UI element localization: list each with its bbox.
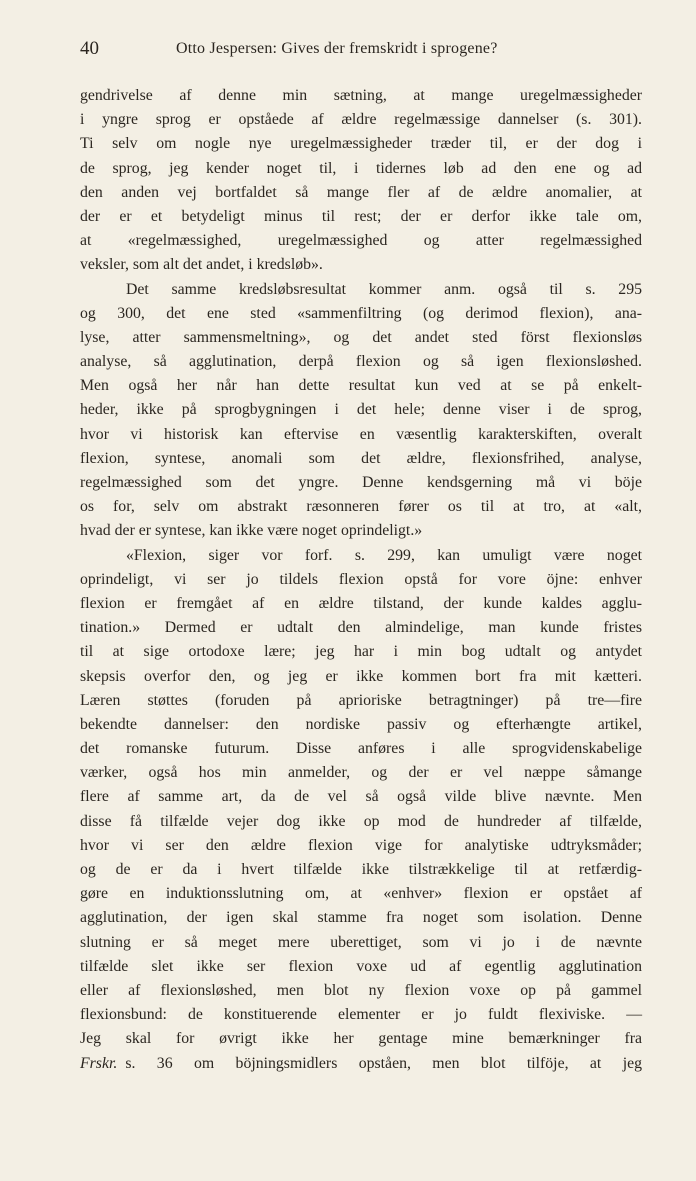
text-line: analyse, så agglutination, derpå flexion og så igen flexionsløshed. <box>80 353 642 371</box>
final-line-rest: s. 36 om böjningsmidlers opståen, men blot tilföje, at jeg <box>125 1054 642 1072</box>
text-line: lyse, atter sammensmeltning», og det andet sted först flexionsløs <box>80 328 642 346</box>
text-line: der er et betydeligt minus til rest; der er derfor ikke tale om, <box>80 207 642 225</box>
text-line: regelmæssighed som det yngre. Denne kendsgerning må vi böje <box>80 474 642 491</box>
page-number: 40 <box>80 38 99 59</box>
text-line: os for, selv om abstrakt ræsonneren fører os til at tro, at «alt, <box>80 498 642 516</box>
text-line: hvor vi ser den ældre flexion vige for analytiske udtryksmåder; <box>80 836 642 854</box>
italic-abbreviation: Frskr. <box>80 1054 118 1072</box>
text-line: og 300, det ene sted «sammenfiltring (og derimod flexion), ana- <box>80 304 642 322</box>
text-line: flexion er fremgået af en ældre tilstand, der kunde kaldes agglu- <box>80 594 642 612</box>
text-line: agglutination, der igen skal stamme fra noget som isolation. Denne <box>80 909 642 927</box>
text-line: eller af flexionsløshed, men blot ny flexion voxe op på gammel <box>80 981 642 999</box>
final-text-line <box>80 1052 642 1076</box>
text-line: den anden vej bortfaldet så mange fler af de ældre anomalier, at <box>80 183 642 201</box>
body-text <box>80 84 642 1076</box>
running-title: Otto Jespersen: Gives der fremskridt i sprogene? <box>176 40 498 57</box>
text-line: hvad der er syntese, kan ikke være noget oprindeligt.» <box>80 522 423 540</box>
text-line: og de er da i hvert tilfælde ikke tilstrækkelige til at retfærdig- <box>80 861 642 878</box>
text-line: Jeg skal for øvrigt ikke her gentage mine bemærkninger fra <box>80 1030 642 1048</box>
text-line: oprindeligt, vi ser jo tildels flexion opstå for vore öjne: enhver <box>80 570 642 588</box>
text-line: gøre en induktionsslutning om, at «enhver» flexion er opstået af <box>80 885 642 903</box>
page-header <box>80 38 642 66</box>
paragraph-start-line: Det samme kredsløbsresultat kommer anm. også til s. 295 <box>126 280 642 298</box>
text-line: flexion, syntese, anomali som det ældre, flexionsfrihed, analyse, <box>80 449 642 467</box>
text-line: skepsis overfor den, og jeg er ikke kommen bort fra mit kætteri. <box>80 667 642 685</box>
text-line: bekendte dannelser: den nordiske passiv og efterhængte artikel, <box>80 715 642 733</box>
text-line: i yngre sprog er opståede af ældre regelmæssige dannelser (s. 301). <box>80 111 642 129</box>
text-line: disse få tilfælde vejer dog ikke op mod de hundreder af tilfælde, <box>80 812 642 830</box>
text-line: tilfælde slet ikke ser flexion voxe ud af egentlig agglutination <box>80 957 642 975</box>
text-line: flere af samme art, da de vel så også vilde blive nævnte. Men <box>80 788 642 806</box>
text-line: tination.» Dermed er udtalt den almindelige, man kunde fristes <box>80 619 642 637</box>
text-line: flexionsbund: de konstituerende elementer er jo fuldt flexiviske. — <box>80 1006 642 1024</box>
text-line: hvor vi historisk kan eftervise en væsentlig karakterskiften, overalt <box>80 425 642 443</box>
text-line: værker, også hos min anmelder, og der er vel næppe såmange <box>80 764 642 782</box>
text-line: Men også her når han dette resultat kun ved at se på enkelt- <box>80 377 642 395</box>
text-line: veksler, som alt det andet, i kredsløb». <box>80 256 323 274</box>
text-line: gendrivelse af denne min sætning, at mange uregelmæssigheder <box>80 87 642 104</box>
text-line: til at sige ortodoxe lære; jeg har i min bog udtalt og antydet <box>80 643 642 661</box>
text-line: heder, ikke på sprogbygningen i det hele; denne viser i de sprog, <box>80 401 642 419</box>
text-line: slutning er så meget mere uberettiget, som vi jo i de nævnte <box>80 933 642 951</box>
text-line: det romanske futurum. Disse anføres i alle sprogvidenskabelige <box>80 740 642 758</box>
text-line: Ti selv om nogle nye uregelmæssigheder træder til, er der dog i <box>80 135 642 153</box>
text-line: Læren støttes (foruden på aprioriske betragtninger) på tre—fire <box>80 691 642 709</box>
text-line: de sprog, jeg kender noget til, i tidernes løb ad den ene og ad <box>80 159 642 177</box>
paragraph-start-line: «Flexion, siger vor forf. s. 299, kan umuligt være noget <box>126 546 642 564</box>
text-line: at «regelmæssighed, uregelmæssighed og atter regelmæssighed <box>80 232 642 250</box>
